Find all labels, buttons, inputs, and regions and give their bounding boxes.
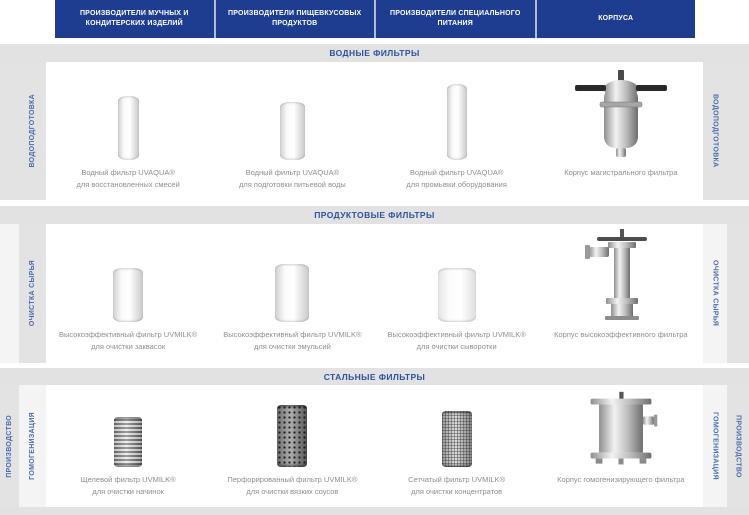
product-caption: Сетчатый фильтр UVMILK® для очистки концентратов bbox=[408, 475, 506, 496]
tabbar-left-margin bbox=[0, 0, 55, 38]
white-cartridge-image bbox=[113, 228, 143, 322]
left-side-label-strip bbox=[19, 224, 46, 363]
product-card-mesh-filter-concentrates[interactable] bbox=[375, 385, 539, 507]
product-caption: Высокоэффективный фильтр UVMILK® для очистки заквасок bbox=[58, 330, 198, 351]
product-caption: Высокоэффективный фильтр UVMILK® для очистки сыворотки bbox=[387, 330, 526, 351]
left-side-label-strip bbox=[19, 385, 46, 507]
product-card-slot-filter-fillings[interactable] bbox=[46, 385, 210, 507]
product-caption: Водный фильтр UVAQUA® для подготовки питьевой воды bbox=[238, 168, 346, 189]
side-label-homogenization-left: ГОМОГЕНИЗАЦИЯ bbox=[29, 412, 36, 480]
slotted-metal-cartridge-image bbox=[114, 389, 142, 467]
left-outer-strip bbox=[0, 62, 19, 200]
section-row-water-filters bbox=[0, 62, 749, 200]
product-caption: Перфорированный фильтр UVMILK® для очистки вязких соусов bbox=[227, 475, 358, 496]
product-caption: Щелевой фильтр UVMILK® для очистки начинок bbox=[80, 475, 176, 496]
side-label-water-treatment-left: ВОДОПОДГОТОВКА bbox=[29, 94, 36, 168]
side-label-water-treatment-right: ВОДОПОДГОТОВКА bbox=[711, 94, 719, 168]
product-card-high-efficiency-filter-starters[interactable] bbox=[46, 224, 210, 363]
right-outer-strip bbox=[727, 62, 749, 200]
category-tabbar bbox=[0, 0, 749, 38]
right-side-label-strip bbox=[703, 224, 727, 363]
left-outer-strip bbox=[0, 385, 19, 507]
tab-flavor-products-producers[interactable]: ПРОИЗВОДИТЕЛИ ПИЩЕВКУСОВЫХ ПРОДУКТОВ bbox=[214, 0, 375, 38]
product-card-high-efficiency-filter-emulsions[interactable] bbox=[210, 224, 374, 363]
side-label-production-right: ПРОИЗВОДСТВО bbox=[734, 414, 742, 478]
section-row-product-filters bbox=[0, 224, 749, 363]
bottom-band bbox=[0, 507, 749, 515]
side-label-production-left: ПРОИЗВОДСТВО bbox=[6, 414, 13, 478]
products-row bbox=[46, 62, 703, 200]
water-cartridge-image bbox=[447, 66, 467, 160]
mesh-metal-cartridge-image bbox=[442, 389, 472, 467]
section-band-product-filters bbox=[0, 206, 749, 224]
filter-housing-image bbox=[566, 66, 676, 160]
filter-housing-image bbox=[567, 389, 675, 467]
product-caption: Корпус магистрального фильтра bbox=[564, 168, 678, 177]
product-caption: Высокоэффективный фильтр UVMILK® для очистки эмульсий bbox=[223, 330, 362, 351]
side-label-homogenization-right: ГОМОГЕНИЗАЦИЯ bbox=[711, 412, 719, 480]
left-outer-strip bbox=[0, 224, 19, 363]
section-band-water-filters bbox=[0, 44, 749, 62]
section-title: СТАЛЬНЫЕ ФИЛЬТРЫ bbox=[323, 371, 426, 382]
water-cartridge-image bbox=[118, 66, 139, 160]
white-cartridge-image bbox=[275, 228, 309, 322]
product-caption: Водный фильтр UVAQUA® для промывки оборудования bbox=[406, 168, 507, 189]
section-row-steel-filters bbox=[0, 385, 749, 507]
product-card-homogenizing-filter-housing[interactable] bbox=[539, 385, 703, 507]
side-label-raw-material-cleaning-left: ОЧИСТКА СЫРЬЯ bbox=[29, 260, 36, 327]
water-cartridge-image bbox=[280, 66, 305, 160]
side-label-raw-material-cleaning-right: ОЧИСТКА СЫРЬЯ bbox=[711, 260, 719, 327]
filter-housing-image bbox=[569, 228, 673, 322]
product-caption: Водный фильтр UVAQUA® для восстановленных смесей bbox=[76, 168, 180, 189]
product-card-high-efficiency-filter-housing[interactable] bbox=[539, 224, 703, 363]
products-row bbox=[46, 224, 703, 363]
tabbar-right-margin bbox=[695, 0, 749, 38]
section-title: ПРОДУКТОВЫЕ ФИЛЬТРЫ bbox=[314, 210, 435, 220]
product-card-water-filter-restored-mixes[interactable] bbox=[46, 62, 210, 200]
product-card-high-efficiency-filter-whey[interactable] bbox=[375, 224, 539, 363]
tab-housings[interactable]: КОРПУСА bbox=[535, 0, 696, 38]
left-side-label-strip bbox=[19, 62, 46, 200]
perforated-metal-cartridge-image bbox=[277, 389, 307, 467]
right-outer-strip bbox=[727, 224, 749, 363]
product-card-water-filter-equipment-rinsing[interactable] bbox=[375, 62, 539, 200]
products-row bbox=[46, 385, 703, 507]
white-cartridge-image bbox=[438, 228, 476, 322]
tab-special-nutrition-producers[interactable]: ПРОИЗВОДИТЕЛИ СПЕЦИАЛЬНОГО ПИТАНИЯ bbox=[374, 0, 535, 38]
right-outer-strip bbox=[727, 385, 749, 507]
product-caption: Корпус гомогенизирующего фильтра bbox=[557, 475, 685, 484]
product-card-water-filter-drinking-water[interactable] bbox=[210, 62, 374, 200]
right-side-label-strip bbox=[703, 62, 727, 200]
product-card-main-line-filter-housing[interactable] bbox=[539, 62, 703, 200]
tab-flour-confectionery-producers[interactable]: ПРОИЗВОДИТЕЛИ МУЧНЫХ И КОНДИТЕРСКИХ ИЗДЕЛИЙ bbox=[55, 0, 214, 38]
product-caption: Корпус высокоэффективного фильтра bbox=[554, 330, 688, 339]
right-side-label-strip bbox=[703, 385, 727, 507]
section-title: ВОДНЫЕ ФИЛЬТРЫ bbox=[329, 48, 420, 58]
product-card-perforated-filter-viscous-sauces[interactable] bbox=[210, 385, 374, 507]
section-band-steel-filters bbox=[0, 368, 749, 385]
